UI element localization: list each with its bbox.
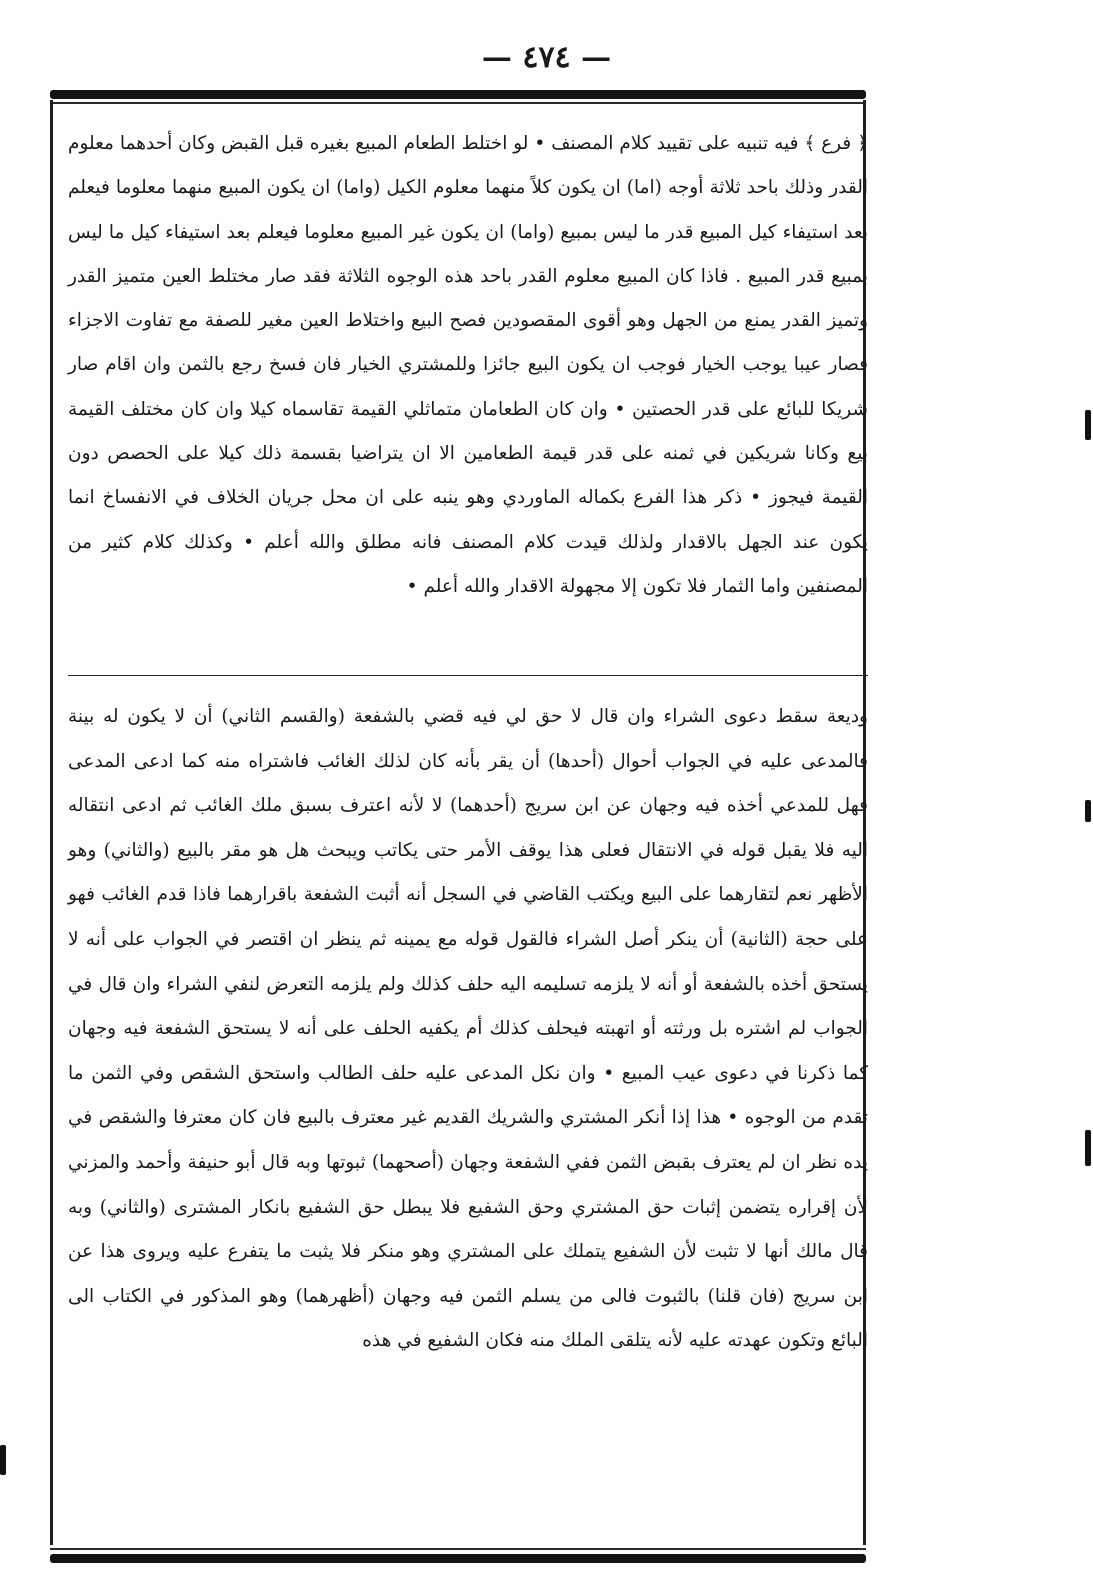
upper-section-text: ﴿ فرع ﴾ فيه تنبيه على تقييد كلام المصنف • لو اختلط الطعام المبيع بغيره قبل القبض وكان أحدهما معلوم القدر وذلك باحد ثلاثة أوجه (اما) ان يكون كلاً منهما معلوم الكيل (واما) ان يكون المبيع منهما معلوما فيعلم بعد استيفاء كيل المبيع قدر ما ليس بمبيع (واما) ان يكون غير المبيع معلوما فيعلم بعد استيفاء كيل ما ليس بمبيع قدر المبيع . فاذا كان المبيع معلوم القدر باحد هذه الوجوه الثلاثة فقد صار مختلط العين متميز القدر وتميز القدر يمنع من الجهل وهو أقوى المقصودين فصح البيع واختلاط العين مغير للصفة مع تفاوت الاجزاء فصار عيبا يوجب الخيار فوجب ان يكون البيع جائزا وللمشتري الخيار فان فسخ رجع بالثمن وان اقام صار شريكا للبائع على قدر الحصتين • وان كان الطعامان متماثلي القيمة تقاسماه كيلا وان كان مختلف القيمة بيع وكانا شريكين في ثمنه على قدر قيمة الطعامين الا ان يتراضيا بقسمة ذلك كيلا على الحصص دون القيمة فيجوز • ذكر هذا الفرع بكماله الماوردي وهو ينبه على ان محل جريان الخلاف في الانفساخ انما يكون عند الجهل بالاقدار ولذلك قيدت كلام المصنف فانه مطلق والله أعلم • وكذلك كلام كثير من المصنفين واما الثمار فلا تكون إلا مجهولة الاقدار والله أعلم • bbox=[68, 133, 868, 597]
margin-mark bbox=[1085, 410, 1091, 440]
lower-section bbox=[68, 695, 868, 1364]
page-number: — ٤٧٤ — bbox=[481, 40, 612, 75]
lower-section-text: وديعة سقط دعوى الشراء وان قال لا حق لي فيه قضي بالشفعة (والقسم الثاني) أن لا يكون له بينة فالمدعى عليه في الجواب أحوال (أحدها) أن يقر بأنه كان لذلك الغائب فاشتراه منه كما ادعى المدعى فهل للمدعي أخذه فيه وجهان عن ابن سريج (أحدهما) لا لأنه اعترف بسبق ملك الغائب ثم ادعى انتقاله اليه فلا يقبل قوله في الانتقال فعلى هذا يوقف الأمر حتى يكاتب ويبحث هل هو مقر بالبيع (والثاني) وهو الأظهر نعم لتقارهما على البيع ويكتب القاضي في السجل أنه أثبت الشفعة باقرارهما فاذا قدم الغائب فهو على حجة (الثانية) أن ينكر أصل الشراء فالقول قوله مع يمينه ثم ينظر ان اقتصر في الجواب على أنه لا يستحق أخذه بالشفعة أو أنه لا يلزمه تسليمه اليه حلف كذلك ولم يلزمه التعرض لنفي الشراء وان قال في الجواب لم اشتره بل ورثته أو اتهبته فيحلف كذلك أم يكفيه الحلف على أنه لا يستحق الشفعة فيه وجهان كما ذكرنا في دعوى عيب المبيع • وان نكل المدعى عليه حلف الطالب واستحق الشقص وفي الثمن ما تقدم من الوجوه • هذا إذا أنكر المشتري والشريك القديم غير معترف بالبيع فان كان معترفا والشقص في يده نظر ان لم يعترف بقبض الثمن ففي الشفعة وجهان (أصحهما) ثبوتها وبه قال أبو حنيفة وأحمد والمزني لأن إقراره يتضمن إثبات حق المشتري وحق الشفيع فلا يبطل حق الشفيع بانكار المشترى (والثاني) وبه قال مالك أنها لا تثبت لأن الشفيع يتملك على المشتري وهو منكر فلا يثبت ما يتفرع عليه ويروى هذا عن ابن سريج (فان قلنا) بالثبوت فالى من يسلم الثمن فيه وجهان (أظهرهما) وهو المذكور في الكتاب الى البائع وتكون عهدته عليه لأنه يتلقى الملك منه فكان الشفيع في هذه bbox=[68, 706, 868, 1352]
page-frame bbox=[50, 90, 866, 1570]
margin-mark bbox=[1085, 800, 1091, 822]
top-border-thin bbox=[50, 102, 866, 104]
bottom-border-thin bbox=[50, 1548, 866, 1550]
top-border-thick bbox=[50, 90, 866, 99]
margin-mark bbox=[1085, 1130, 1091, 1166]
bottom-border-thick bbox=[50, 1554, 866, 1563]
section-divider bbox=[68, 675, 868, 676]
margin-mark bbox=[0, 1445, 6, 1475]
frame-left-line bbox=[50, 100, 53, 1545]
upper-section bbox=[68, 122, 868, 609]
